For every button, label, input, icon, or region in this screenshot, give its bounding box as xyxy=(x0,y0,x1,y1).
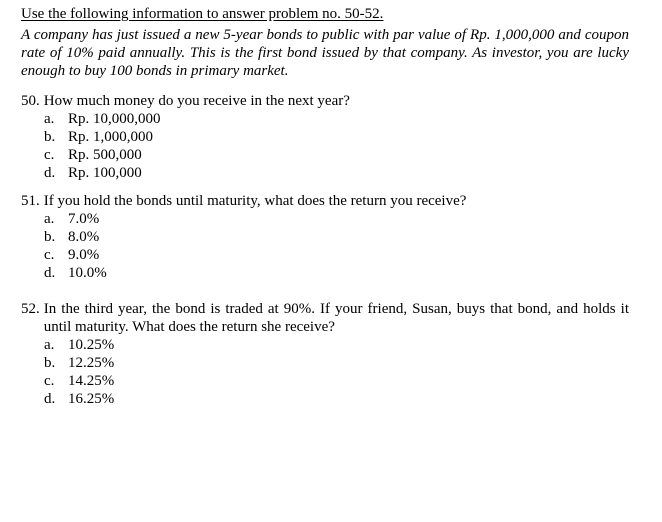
question-stem xyxy=(21,300,629,336)
option-letter: d. xyxy=(44,165,56,181)
option-letter: a. xyxy=(44,337,55,353)
question-text: How much money do you receive in the next year? xyxy=(43,93,350,109)
question-number: 52. xyxy=(21,301,40,317)
option-text: 12.25% xyxy=(68,355,115,371)
question-52 xyxy=(21,300,629,408)
question-number: 50. xyxy=(21,93,40,109)
option-letter: c. xyxy=(44,373,55,389)
answer-options xyxy=(21,336,629,408)
answer-option-b xyxy=(21,354,629,372)
question-stem xyxy=(21,192,629,210)
option-text: 8.0% xyxy=(68,229,100,245)
answer-option-d xyxy=(21,164,629,182)
option-letter: b. xyxy=(44,129,56,145)
option-text: 9.0% xyxy=(68,247,100,263)
answer-option-c xyxy=(21,246,629,264)
option-text: Rp. 1,000,000 xyxy=(68,129,154,145)
question-stem xyxy=(21,92,629,110)
option-letter: b. xyxy=(44,229,56,245)
option-text: 16.25% xyxy=(68,391,115,407)
option-text: 14.25% xyxy=(68,373,115,389)
option-letter: a. xyxy=(44,111,55,127)
answer-option-a xyxy=(21,336,629,354)
option-letter: d. xyxy=(44,391,56,407)
instructions-heading: Use the following information to answer problem no. 50-52. xyxy=(21,6,384,22)
option-text: 10.25% xyxy=(68,337,115,353)
answer-option-a xyxy=(21,210,629,228)
answer-options xyxy=(21,210,629,282)
option-letter: a. xyxy=(44,211,55,227)
option-letter: b. xyxy=(44,355,56,371)
question-50 xyxy=(21,92,629,182)
option-text: 10.0% xyxy=(68,265,107,281)
problem-context: A company has just issued a new 5-year bonds to public with par value of Rp. 1,000,000 and coupon rate of 10% paid annually. This is the first bond issued by that company. As investor, you are lucky enough to buy 100 bonds in primary market. xyxy=(21,27,629,79)
option-text: 7.0% xyxy=(68,211,100,227)
answer-options xyxy=(21,110,629,182)
question-text: If you hold the bonds until maturity, what does the return you receive? xyxy=(43,193,467,209)
question-number: 51. xyxy=(21,193,40,209)
answer-option-b xyxy=(21,228,629,246)
answer-option-c xyxy=(21,372,629,390)
question-text: In the third year, the bond is traded at 90%. If your friend, Susan, buys that bond, and holds it until maturity. What does the return she receive? xyxy=(43,301,629,335)
question-51 xyxy=(21,192,629,282)
answer-option-a xyxy=(21,110,629,128)
option-letter: c. xyxy=(44,147,55,163)
option-letter: d. xyxy=(44,265,56,281)
option-text: Rp. 500,000 xyxy=(68,147,142,163)
option-text: Rp. 10,000,000 xyxy=(68,111,161,127)
answer-option-c xyxy=(21,146,629,164)
answer-option-d xyxy=(21,264,629,282)
document-page xyxy=(21,5,629,418)
answer-option-d xyxy=(21,390,629,408)
answer-option-b xyxy=(21,128,629,146)
option-text: Rp. 100,000 xyxy=(68,165,142,181)
option-letter: c. xyxy=(44,247,55,263)
